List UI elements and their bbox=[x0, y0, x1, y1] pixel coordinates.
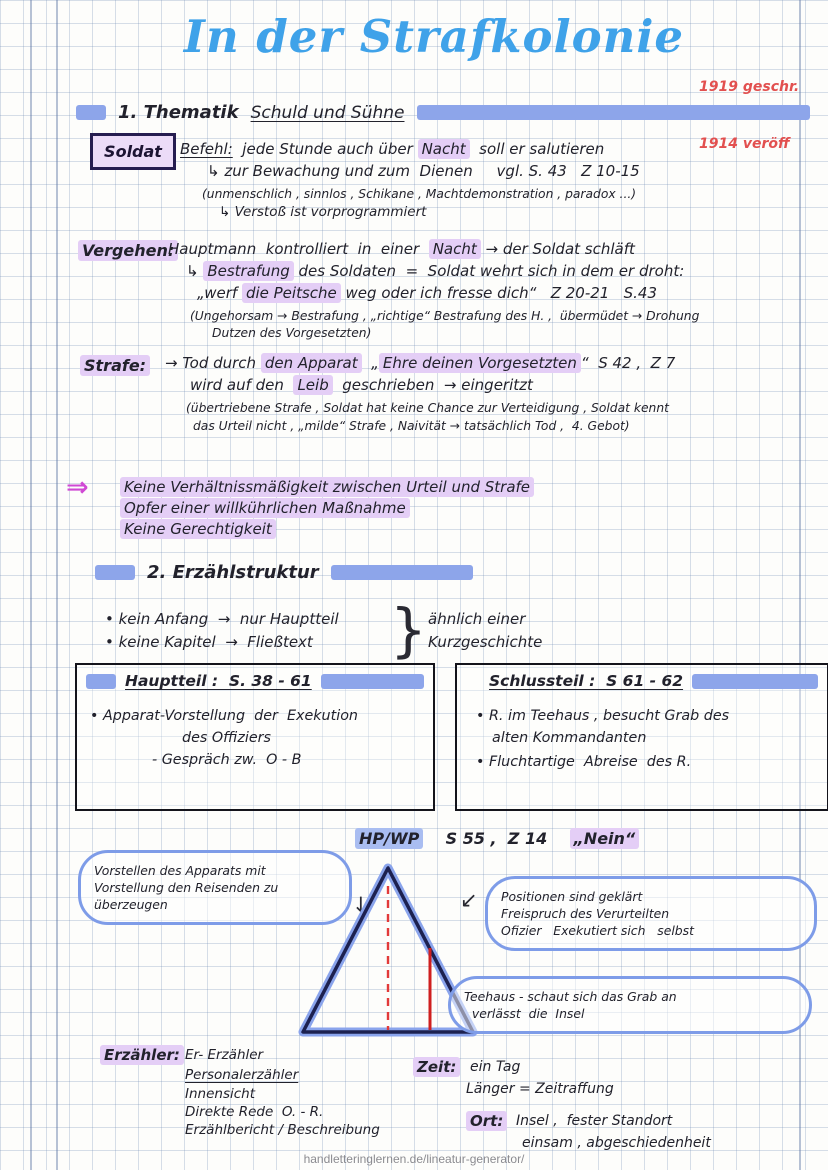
note-line bbox=[185, 1046, 263, 1065]
schlussteil-box-header bbox=[466, 672, 818, 690]
text-segment: Direkte Rede O. - R. bbox=[185, 1104, 324, 1120]
text-segment: Keine Gerechtigkeit bbox=[120, 519, 276, 539]
text-segment: → der Soldat schläft bbox=[480, 240, 635, 258]
ort-label bbox=[466, 1112, 507, 1131]
bullet-line bbox=[105, 610, 339, 629]
text-segment: Hauptmann kontrolliert in einer bbox=[168, 240, 429, 258]
note-line bbox=[202, 185, 636, 204]
text-segment: S 55 , Z 14 bbox=[423, 829, 570, 848]
note-line bbox=[185, 1085, 255, 1104]
text-segment: Bestrafung bbox=[203, 261, 293, 281]
note-line bbox=[186, 399, 669, 418]
highlight-bar bbox=[321, 674, 424, 689]
note-line bbox=[185, 1121, 380, 1140]
footer-url: handletteringlernen.de/lineatur-generator/ bbox=[303, 1152, 525, 1166]
bubble-line: Vorstellen des Apparats mit bbox=[94, 863, 266, 878]
section-2-header bbox=[95, 562, 473, 583]
text-segment: Innensicht bbox=[185, 1086, 256, 1102]
erzaehler-label bbox=[100, 1046, 184, 1065]
page-title: In der Strafkolonie bbox=[183, 10, 685, 63]
text-segment: Er- Erzähler bbox=[185, 1047, 264, 1063]
text-segment: Insel , fester Standort bbox=[516, 1113, 673, 1129]
text-segment: Strafe: bbox=[80, 355, 150, 376]
text-segment: “ S 42 , Z 7 bbox=[580, 354, 676, 372]
text-segment: des Offiziers bbox=[182, 730, 272, 746]
section-1-subtitle: Schuld und Sühne bbox=[250, 102, 405, 123]
strafe-label bbox=[80, 356, 150, 375]
text-segment: „Nein“ bbox=[570, 828, 640, 849]
text-segment: Befehl: bbox=[180, 140, 233, 158]
text-segment: Opfer einer willkührlichen Maßnahme bbox=[120, 498, 410, 518]
text-segment: ↳ Verstoß ist vorprogrammiert bbox=[219, 204, 427, 220]
highlight-bar bbox=[95, 565, 135, 580]
text-segment: • R. im Teehaus , besucht Grab des bbox=[476, 708, 730, 724]
text-segment: • Fluchtartige Abreise des R. bbox=[476, 754, 692, 770]
text-segment: das Urteil nicht , „milde“ Strafe , Naivität → tatsächlich Tod , 4. Gebot) bbox=[193, 419, 630, 433]
text-segment: Vergehen: bbox=[78, 240, 178, 261]
bubble-line: Teehaus - schaut sich das Grab an bbox=[464, 989, 677, 1004]
note-line bbox=[182, 728, 424, 748]
text-segment: • kein Anfang → nur Hauptteil bbox=[105, 610, 339, 628]
text-segment: wird auf den bbox=[190, 376, 294, 394]
note-line bbox=[476, 752, 818, 772]
note-line bbox=[197, 284, 657, 303]
text-segment: Ort: bbox=[466, 1111, 507, 1131]
text-segment: Nacht bbox=[418, 139, 470, 159]
hauptteil-box-header bbox=[86, 672, 424, 690]
text-segment: Keine Verhältnissmäßigkeit zwischen Urteil und Strafe bbox=[120, 477, 534, 497]
note-line bbox=[193, 417, 630, 436]
text-segment: • Apparat-Vorstellung der Exekution bbox=[90, 708, 358, 724]
zeit-label bbox=[413, 1058, 460, 1077]
date-published: 1914 veröff bbox=[699, 136, 790, 152]
section-1-header bbox=[76, 102, 810, 123]
brace-note-line: Kurzgeschichte bbox=[428, 633, 543, 651]
note-line bbox=[185, 1103, 323, 1122]
text-segment: die Peitsche bbox=[242, 283, 341, 303]
highlight-bar bbox=[331, 565, 473, 580]
brace-icon: } bbox=[390, 596, 427, 664]
note-line bbox=[186, 262, 684, 281]
note-line bbox=[152, 750, 424, 770]
brace-note-line: ähnlich einer bbox=[428, 610, 526, 628]
text-segment: des Soldaten = Soldat wehrt sich in dem er droht: bbox=[293, 262, 685, 280]
text-segment: einsam , abgeschiedenheit bbox=[522, 1135, 711, 1151]
bubble-line: Freispruch des Verurteilten bbox=[501, 906, 670, 921]
text-segment: weg oder ich fresse dich“ Z 20-21 S.43 bbox=[340, 284, 658, 302]
text-segment: HP/WP bbox=[355, 828, 423, 849]
conclusion-line bbox=[120, 478, 534, 497]
note-line bbox=[466, 1080, 614, 1099]
text-segment: Ehre deinen Vorgesetzten bbox=[379, 353, 581, 373]
bubble-line: Ofizier Exekutiert sich selbst bbox=[501, 923, 694, 938]
text-segment: (übertriebene Strafe , Soldat hat keine Chance zur Verteidigung , Soldat kennt bbox=[186, 401, 669, 415]
text-segment: alten Kommandanten bbox=[492, 730, 647, 746]
note-line bbox=[470, 1058, 520, 1077]
speech-bubble-resolution bbox=[485, 876, 817, 951]
date-written: 1919 geschr. bbox=[699, 79, 800, 95]
hauptteil-title: Hauptteil : S. 38 - 61 bbox=[125, 672, 312, 690]
climax-label-line bbox=[355, 829, 639, 848]
note-line bbox=[90, 706, 424, 726]
note-line bbox=[207, 162, 640, 181]
highlight-bar bbox=[86, 674, 116, 689]
arrow-down-left-icon: ↙ bbox=[460, 888, 478, 912]
note-line bbox=[476, 706, 818, 726]
text-segment: „ bbox=[361, 354, 379, 372]
vergehen-label bbox=[78, 241, 178, 260]
hauptteil-box bbox=[75, 663, 435, 811]
section-2-label: 2. Erzählstruktur bbox=[147, 562, 319, 583]
bubble-line: überzeugen bbox=[94, 897, 168, 912]
arrow-down-icon: ↓ bbox=[352, 893, 370, 917]
text-segment: Erzählbericht / Beschreibung bbox=[185, 1122, 380, 1138]
text-segment: - Gespräch zw. O - B bbox=[152, 752, 302, 768]
note-line bbox=[492, 728, 818, 748]
highlight-bar bbox=[692, 674, 818, 689]
conclusion-line bbox=[120, 520, 276, 539]
note-line bbox=[516, 1112, 672, 1131]
conclusion-line bbox=[120, 499, 410, 518]
soldat-keyword-box: Soldat bbox=[90, 133, 176, 170]
text-segment: • keine Kapitel → Fließtext bbox=[105, 633, 313, 651]
schlussteil-title: Schlussteil : S 61 - 62 bbox=[489, 672, 684, 690]
text-segment: Länger = Zeitraffung bbox=[466, 1081, 614, 1097]
text-segment: ↳ zur Bewachung und zum Dienen vgl. S. 43 Z 10-15 bbox=[207, 162, 640, 180]
text-segment: den Apparat bbox=[261, 353, 362, 373]
bubble-line: verlässt die Insel bbox=[464, 1006, 585, 1021]
margin-line bbox=[56, 0, 58, 1170]
schlussteil-box bbox=[455, 663, 828, 811]
text-segment: → Tod durch bbox=[165, 354, 261, 372]
text-segment: „werf bbox=[197, 284, 242, 302]
text-segment: Leib bbox=[293, 375, 332, 395]
text-segment: geschrieben → eingeritzt bbox=[332, 376, 533, 394]
text-segment: soll er salutieren bbox=[469, 140, 605, 158]
implies-arrow-icon: ⇒ bbox=[66, 472, 89, 503]
highlight-bar bbox=[76, 105, 106, 120]
note-line bbox=[180, 140, 604, 159]
text-segment: (Ungehorsam → Bestrafung , „richtige“ Bestrafung des H. , übermüdet → Drohung bbox=[190, 309, 700, 323]
bullet-line bbox=[105, 633, 313, 652]
note-line bbox=[168, 240, 635, 259]
text-segment: ein Tag bbox=[470, 1059, 521, 1075]
text-segment: (unmenschlich , sinnlos , Schikane , Machtdemonstration , paradox ...) bbox=[202, 187, 637, 201]
text-segment: Nacht bbox=[429, 239, 481, 259]
note-line bbox=[212, 324, 371, 343]
margin-line bbox=[30, 0, 32, 1170]
text-segment: jede Stunde auch über bbox=[232, 140, 418, 158]
speech-bubble-ending bbox=[448, 976, 812, 1034]
text-segment: Dutzen des Vorgesetzten) bbox=[212, 326, 372, 340]
section-1-label: 1. Thematik bbox=[118, 102, 239, 123]
note-line bbox=[190, 376, 533, 395]
note-line bbox=[165, 354, 675, 373]
note-line bbox=[522, 1134, 711, 1153]
bubble-line: Positionen sind geklärt bbox=[501, 889, 643, 904]
text-segment: ↳ bbox=[186, 262, 204, 280]
text-segment: Personalerzähler bbox=[185, 1067, 299, 1083]
highlight-bar bbox=[417, 105, 811, 120]
note-line bbox=[185, 1066, 298, 1085]
bubble-line: Vorstellung den Reisenden zu bbox=[94, 880, 279, 895]
note-line bbox=[219, 203, 426, 222]
text-segment: Erzähler: bbox=[100, 1045, 184, 1065]
text-segment: Zeit: bbox=[413, 1057, 460, 1077]
